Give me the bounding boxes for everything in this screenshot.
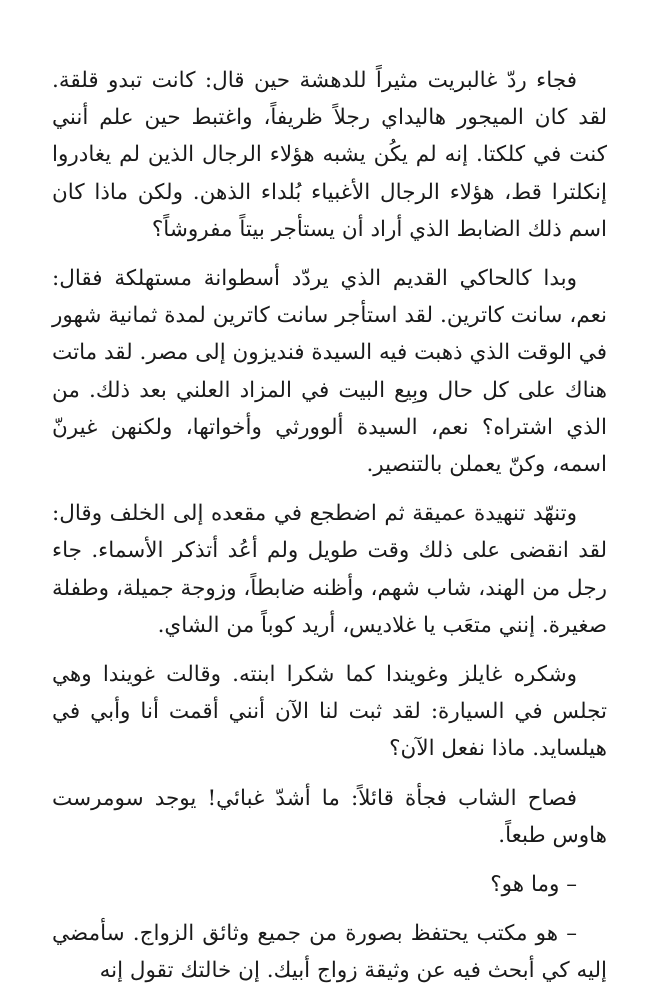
paragraph-galbraith-reply: فجاء ردّ غالبريت مثيراً للدهشة حين قال: كانت تبدو قلقة. لقد كان الميجور هاليداي رجلاً ظريفاً، واغتبط حين علم أنني كنت في كلكتا. إنه لم يكُن يشبه هؤلاء الرجال الذين لم يغادروا إنكلترا قط، هؤلاء الرجال الأغبياء بُلداء الذهن. ولكن ماذا كان اسم ذلك الضابط الذي أراد أن يستأجر بيتاً مفروشاً؟ — [52, 68, 607, 242]
paragraph-question: – وما هو؟ — [490, 872, 577, 898]
paragraph-answer: – هو مكتب يحتفظ بصورة من جميع وثائق الزواج. سأمضي إليه كي أبحث فيه عن وثيقة زواج أبيك. إن خالتك تقول إنه — [52, 921, 607, 984]
paragraph-st-catherine: وبدا كالحاكي القديم الذي يردّد أسطوانة مستهلكة فقال: نعم، سانت كاترين. لقد استأجر سانت كاترين لمدة ثمانية شهور في الوقت الذي ذهبت فيه السيدة فنديزون إلى مصر. لقد ماتت هناك على كل حال وبِيع البيت في المزاد العلني بعد ذلك. من الذي اشتراه؟ نعم، السيدة ألوورثي وأخواتها، ولكنهن غيرنّ اسمه، وكنّ يعملن بالتنصير. — [52, 266, 607, 478]
paragraph-sigh: وتنهّد تنهيدة عميقة ثم اضطجع في مقعده إلى الخلف وقال: لقد انقضى على ذلك وقت طويل ولم أعُد أتذكر الأسماء. جاء رجل من الهند، شاب شهم، وأظنه ضابطاً، وزوجة جميلة، وطفلة صغيرة. إنني متعَب يا غلاديس، أريد كوباً من الشاي. — [52, 501, 607, 638]
body-text — [52, 62, 607, 990]
paragraph-thanks: وشكره غايلز وغويندا كما شكرا ابنته. وقالت غويندا وهي تجلس في السيارة: لقد ثبت لنا الآن أنني أقمت أنا وأبي في هيلسايد. ماذا نفعل الآن؟ — [52, 662, 607, 762]
paragraph-somerset-house: فصاح الشاب فجأة قائلاً: ما أشدّ غبائي! يوجد سومرست هاوس طبعاً. — [52, 785, 607, 848]
